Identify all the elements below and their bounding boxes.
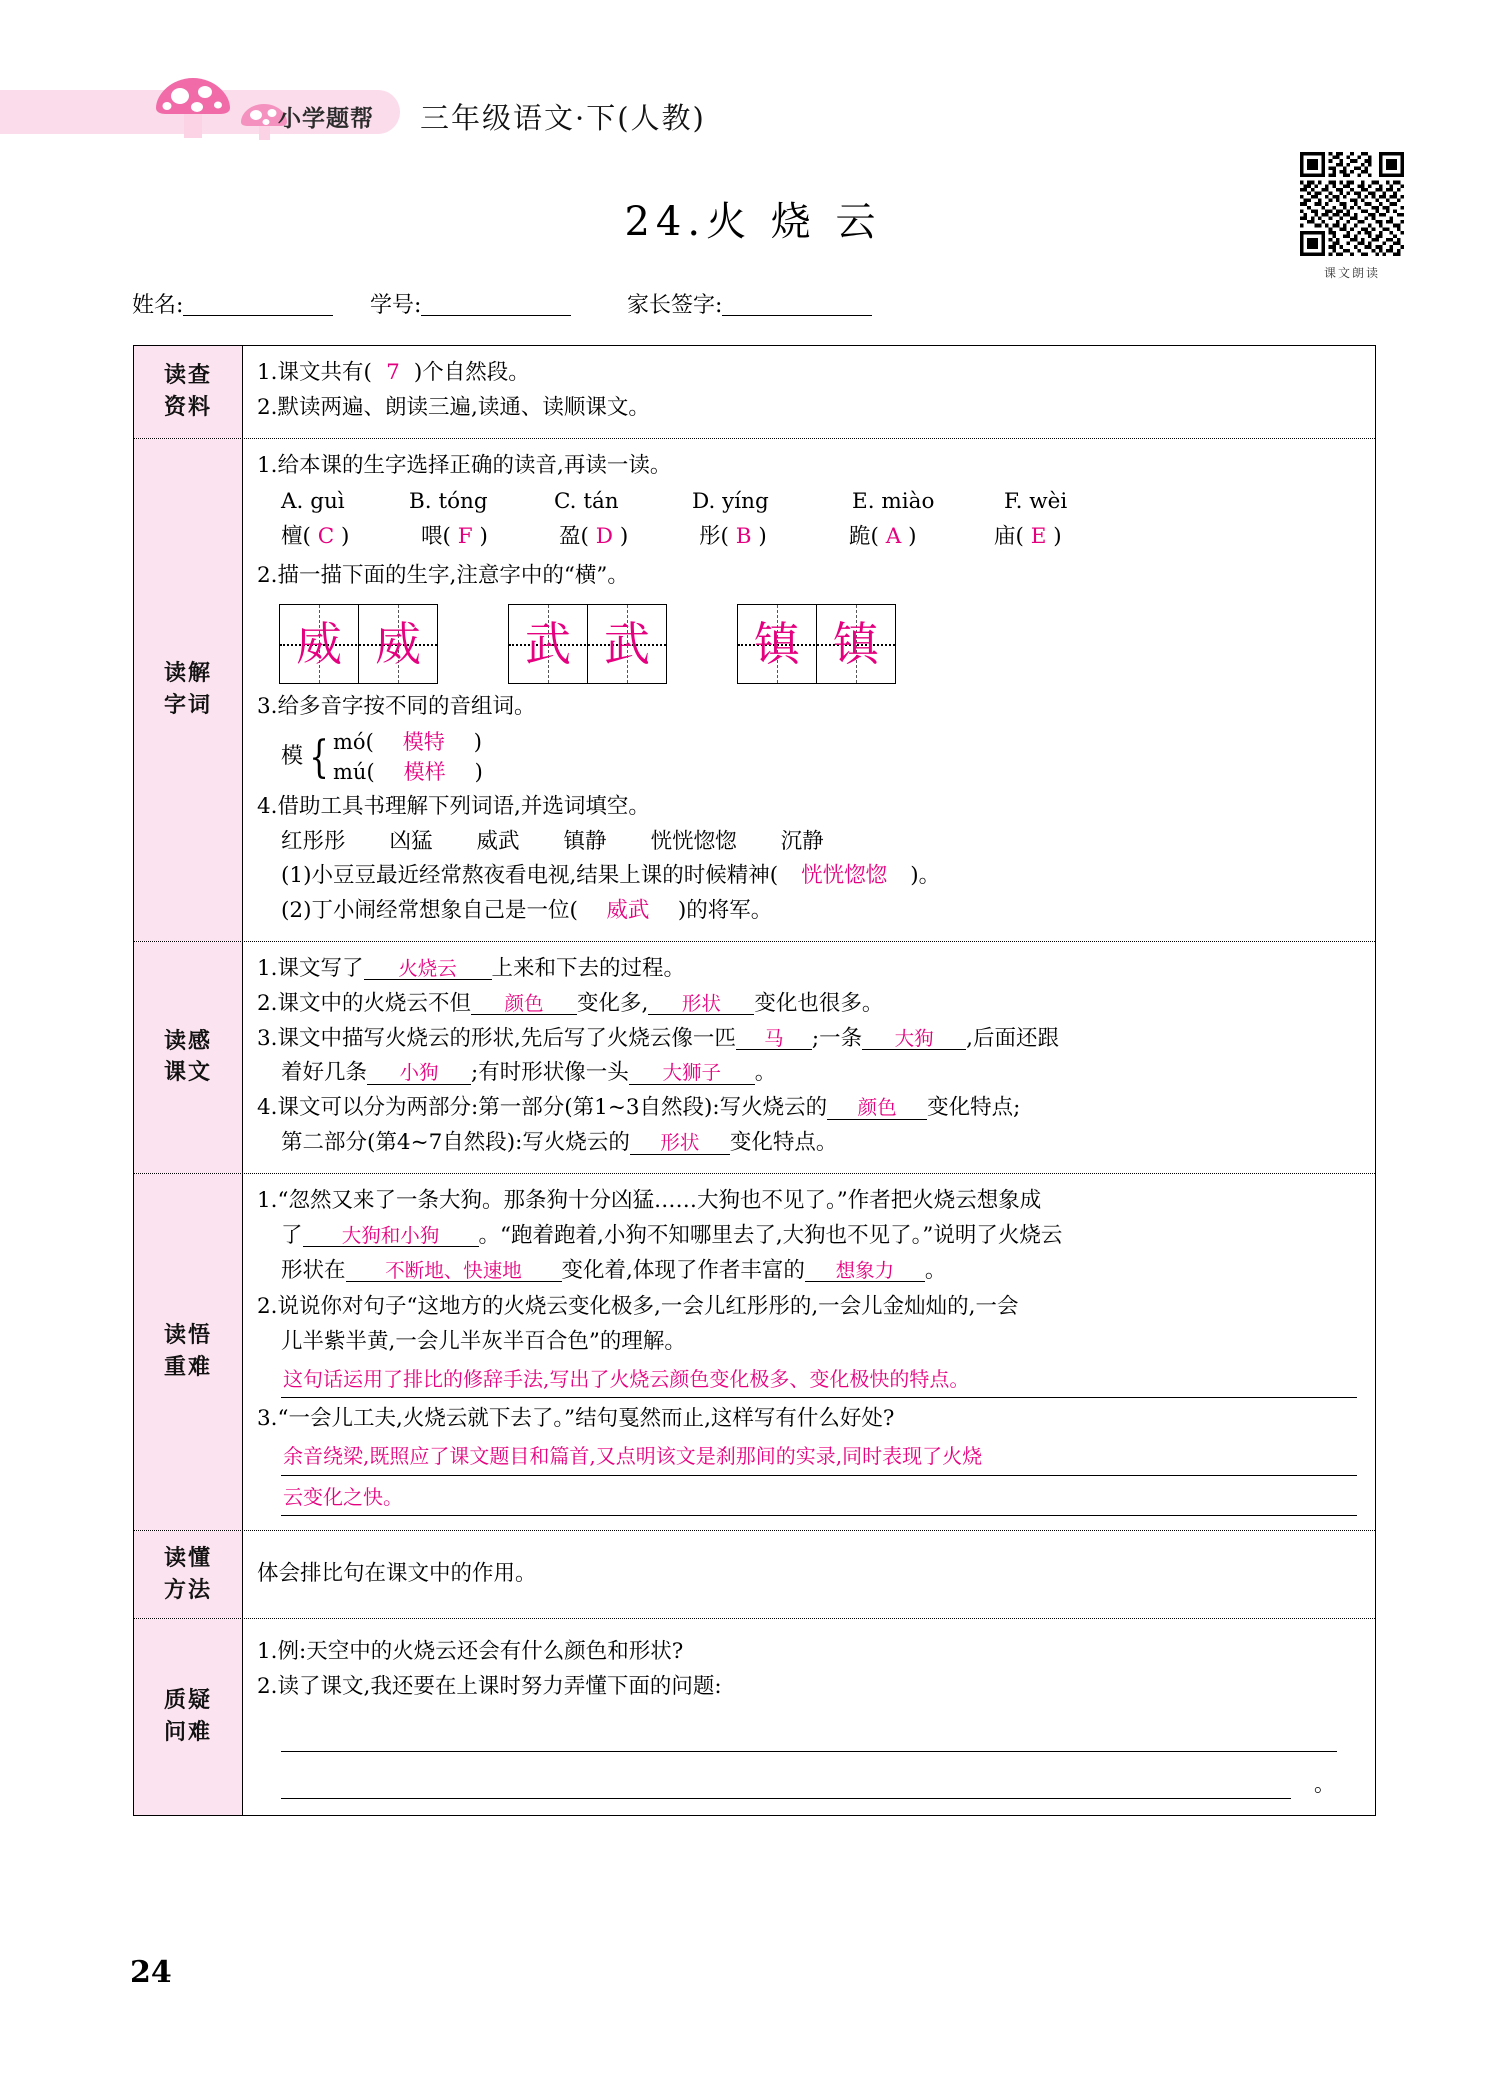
section-row-inquiry (134, 1619, 1375, 1815)
insight-question-1-line2: 了 大狗和小狗 。“跑着跑着,小狗不知哪里去了,大狗也不见了。”说明了火烧云 (281, 1222, 1063, 1248)
vocab-question-3: 3.给多音字按不同的音组词。 (257, 693, 536, 719)
comp-question-4: 4.课文可以分为两部分:第一部分(第1~3自然段):写火烧云的 颜色 变化特点; (257, 1095, 1021, 1121)
book-title: 三年级语文·下(人教) (420, 101, 706, 135)
section-label-line1: 读查 (163, 361, 212, 388)
section-body-comprehension (243, 942, 1375, 1173)
comp-answer-4a[interactable]: 颜色 (827, 1097, 927, 1119)
inquiry-write-line-2[interactable] (281, 1768, 1291, 1799)
comp-answer-3c[interactable]: 小狗 (367, 1062, 471, 1084)
name-label: 姓名: (132, 293, 184, 318)
tracing-cell[interactable]: 镇 (738, 605, 817, 683)
polyphone-row-mu: mú( 模样 ) (333, 757, 483, 787)
vocab-question-1: 1.给本课的生字选择正确的读音,再读一读。 (257, 452, 672, 478)
tracing-cell[interactable]: 武 (509, 605, 588, 683)
tracing-grid-wu[interactable] (508, 604, 667, 684)
fill-in-sentence-2: (2)丁小闹经常想象自己是一位( 威武 )的将军。 (257, 894, 1361, 929)
section-label-reference (134, 346, 243, 438)
insight-answer-1c[interactable]: 想象力 (805, 1260, 925, 1282)
comp-question-1: 1.课文写了 火烧云 上来和下去的过程。 (257, 955, 686, 981)
tracing-grid-zhen[interactable] (737, 604, 896, 684)
pinyin-option-f: F. wèi (1004, 489, 1068, 515)
page-header (0, 38, 1506, 135)
section-label-vocabulary (134, 439, 243, 941)
section-label-line2: 方法 (163, 1576, 212, 1603)
insight-answer-1b[interactable]: 不断地、快速地 (346, 1260, 562, 1282)
inquiry-write-line-2-wrap (257, 1768, 1361, 1799)
section-label-line2: 字词 (163, 691, 212, 718)
word-bank (281, 825, 1361, 860)
section-label-line1: 读懂 (163, 1544, 212, 1571)
section-body-reference (243, 346, 1375, 438)
insight-question-1: 1.“忽然又来了一条大狗。那条狗十分凶猛……大狗也不见了。”作者把火烧云想象成 (257, 1187, 1042, 1213)
section-row-method (134, 1531, 1375, 1619)
tracing-cell[interactable]: 镇 (817, 605, 895, 683)
section-row-comprehension (134, 942, 1375, 1174)
insight-answer-1a[interactable]: 大狗和小狗 (303, 1225, 479, 1247)
insight-question-3: 3.“一会儿工夫,火烧云就下去了。”结句戛然而止,这样写有什么好处? (257, 1406, 895, 1432)
comp-question-3: 3.课文中描写火烧云的形状,先后写了火烧云像一匹 马 ;一条 大狗 ,后面还跟 (257, 1025, 1059, 1051)
brace-icon: { (309, 731, 329, 783)
pinyin-option-d: D. yíng (692, 489, 769, 515)
pinyin-option-e: E. miào (852, 489, 935, 515)
polyphone-row-mo: mó( 模特 ) (333, 727, 483, 757)
fill-in-answer-1[interactable]: 恍恍惚惚 (801, 863, 888, 889)
char-answer-row (257, 520, 1361, 555)
vocab-question-4: 4.借助工具书理解下列词语,并选词填空。 (257, 793, 650, 819)
student-id-field-group (370, 288, 571, 319)
fill-in-sentence-1: (1)小豆豆最近经常熬夜看电视,结果上课的时候精神( 恍恍惚惚 )。 (257, 859, 1361, 894)
inquiry-write-line-1[interactable] (281, 1721, 1337, 1752)
comp-answer-3d[interactable]: 大狮子 (629, 1062, 755, 1084)
section-row-insight (134, 1174, 1375, 1531)
insight-question-1-line3: 形状在 不断地、快速地 变化着,体现了作者丰富的 想象力 。 (281, 1257, 947, 1283)
question-2: 2.默读两遍、朗读三遍,读通、读顺课文。 (257, 394, 650, 420)
comp-question-3-line2: 着好几条 小狗 ;有时形状像一头 大狮子 。 (281, 1060, 777, 1086)
name-field-group (132, 288, 333, 319)
section-body-method (243, 1531, 1375, 1618)
parent-sign-label: 家长签字: (627, 293, 723, 318)
polyphone-answer-mo[interactable]: 模特 (402, 729, 445, 754)
section-label-line2: 课文 (163, 1059, 212, 1086)
page-number: 24 (130, 1955, 172, 1990)
student-id-input-line[interactable] (421, 295, 571, 316)
qr-label: 课文朗读 (1323, 266, 1380, 280)
char-answer-wei[interactable]: 喂( F ) (421, 524, 488, 550)
section-label-line1: 质疑 (163, 1686, 212, 1713)
insight-answer-2[interactable]: 这句话运用了排比的修辞手法,写出了火烧云颜色变化极多、变化极快的特点。 (281, 1362, 1357, 1398)
tracing-cell[interactable]: 威 (359, 605, 437, 683)
comp-answer-3b[interactable]: 大狗 (862, 1028, 966, 1050)
insight-answer-3-line2[interactable]: 云变化之快。 (281, 1480, 1357, 1516)
polyphone-answer-mu[interactable]: 模样 (403, 760, 446, 785)
pinyin-option-b: B. tóng (409, 489, 488, 515)
inquiry-period-mark: 。 (1314, 1771, 1335, 1796)
pinyin-options-row (257, 485, 1361, 520)
parent-sign-field-group (627, 288, 872, 319)
char-answer-gui[interactable]: 跪( A ) (849, 524, 917, 550)
section-body-vocabulary (243, 439, 1375, 941)
word-bank-item: 恍恍惚惚 (650, 828, 737, 854)
student-info-row (132, 288, 1132, 324)
section-label-line2: 重难 (163, 1354, 212, 1381)
inquiry-question-1: 1.例:天空中的火烧云还会有什么颜色和形状? (257, 1638, 684, 1664)
section-body-insight (243, 1174, 1375, 1530)
section-label-method (134, 1531, 243, 1618)
comp-answer-3a[interactable]: 马 (736, 1028, 812, 1050)
q1-suffix: )个自然段。 (413, 360, 530, 385)
tracing-cell[interactable]: 威 (280, 605, 359, 683)
section-label-line1: 读悟 (163, 1322, 212, 1349)
comp-question-4-line2: 第二部分(第4~7自然段):写火烧云的 形状 变化特点。 (281, 1130, 838, 1156)
pinyin-option-c: C. tán (554, 489, 619, 515)
comp-question-2: 2.课文中的火烧云不但 颜色 变化多, 形状 变化也很多。 (257, 990, 884, 1016)
mushroom-large-icon (150, 76, 236, 138)
question-1 (257, 356, 1361, 391)
word-bank-item: 威武 (476, 828, 520, 854)
polyphone-char: 模 (281, 744, 304, 770)
comp-answer-1[interactable]: 火烧云 (364, 958, 492, 980)
worksheet-table (133, 345, 1376, 1816)
pinyin-option-a: A. guì (281, 489, 345, 515)
insight-question-2-line2: 儿半紫半黄,一会儿半灰半百合色”的理解。 (281, 1329, 686, 1355)
word-bank-item: 沉静 (780, 828, 824, 854)
polyphone-group (281, 727, 1361, 788)
fill-in-answer-2[interactable]: 威武 (606, 898, 650, 924)
student-id-label: 学号: (370, 293, 422, 318)
char-answer-tan[interactable]: 檀( C ) (281, 524, 350, 550)
parent-sign-input-line[interactable] (722, 295, 872, 316)
section-row-vocabulary (134, 439, 1375, 942)
brand-label: 小学题帮 (278, 106, 374, 132)
name-input-line[interactable] (183, 295, 333, 316)
section-label-line2: 资料 (163, 393, 212, 420)
section-body-inquiry (243, 1619, 1375, 1815)
vocab-question-2: 2.描一描下面的生字,注意字中的“横”。 (257, 563, 629, 589)
section-label-line1: 读感 (163, 1027, 212, 1054)
section-row-reference (134, 346, 1375, 439)
comp-answer-2b[interactable]: 形状 (648, 993, 754, 1015)
page-title: 24.火 烧 云 (624, 199, 882, 245)
inquiry-question-2: 2.读了课文,我还要在上课时努力弄懂下面的问题: (257, 1673, 722, 1699)
char-answer-miao[interactable]: 庙( E ) (994, 524, 1062, 550)
q1-answer[interactable]: 7 (386, 360, 400, 385)
section-label-line2: 问难 (163, 1718, 212, 1745)
tracing-grid-wei[interactable] (279, 604, 438, 684)
method-text: 体会排比句在课文中的作用。 (257, 1561, 537, 1587)
q1-prefix: 1.课文共有( (257, 360, 372, 385)
section-label-line1: 读解 (163, 659, 212, 686)
section-label-inquiry (134, 1619, 243, 1815)
char-answer-ying[interactable]: 盈( D ) (559, 524, 629, 550)
section-label-insight (134, 1174, 243, 1530)
insight-question-2: 2.说说你对句子“这地方的火烧云变化极多,一会儿红彤彤的,一会儿金灿灿的,一会 (257, 1294, 1019, 1320)
comp-answer-2a[interactable]: 颜色 (471, 993, 577, 1015)
insight-answer-3-line1[interactable]: 余音绕梁,既照应了课文题目和篇首,又点明该文是刹那间的实录,同时表现了火烧 (281, 1439, 1357, 1475)
word-bank-item: 镇静 (563, 828, 607, 854)
character-tracing-grids (279, 604, 1361, 684)
word-bank-item: 红彤彤 (281, 828, 346, 854)
word-bank-item: 凶猛 (389, 828, 433, 854)
char-answer-tong[interactable]: 彤( B ) (699, 524, 767, 550)
section-label-comprehension (134, 942, 243, 1173)
tracing-cell[interactable]: 武 (588, 605, 666, 683)
comp-answer-4b[interactable]: 形状 (630, 1132, 730, 1154)
